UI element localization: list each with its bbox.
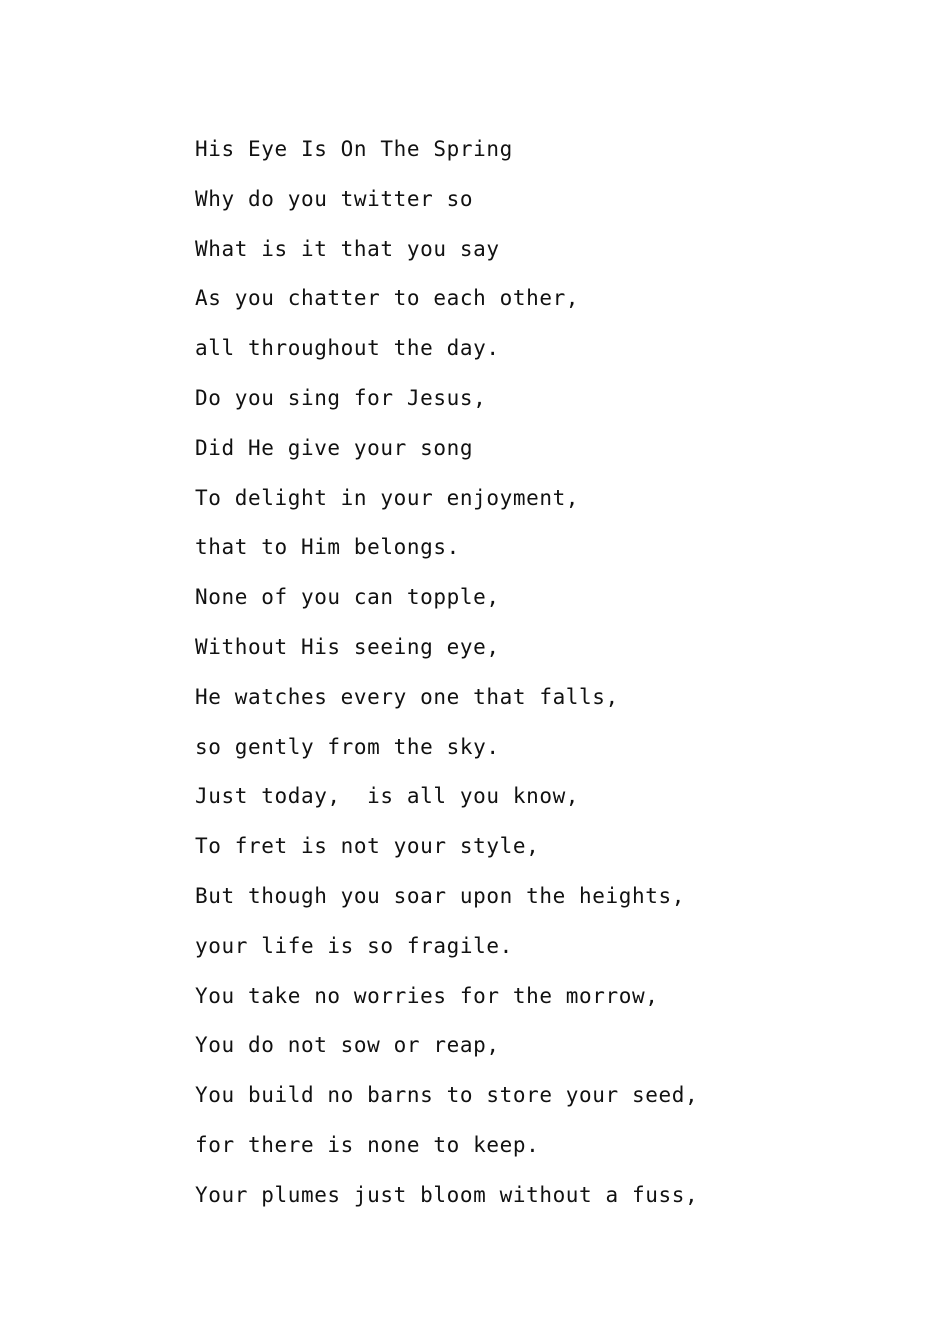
poem-line: You do not sow or reap,: [195, 1033, 500, 1058]
poem-line: None of you can topple,: [195, 585, 500, 610]
poem-line: To delight in your enjoyment,: [195, 485, 580, 510]
poem-line: But though you soar upon the heights,: [195, 883, 685, 908]
poem-line: What is it that you say: [195, 236, 500, 261]
poem-title: His Eye Is On The Spring: [195, 137, 513, 161]
poem-text: [195, 128, 895, 1224]
poem-line: Just today, is all you know,: [195, 784, 580, 809]
poem-line: so gently from the sky.: [195, 734, 500, 759]
poem-line: You build no barns to store your seed,: [195, 1083, 699, 1108]
poem-line: To fret is not your style,: [195, 834, 540, 859]
poem-line: He watches every one that falls,: [195, 684, 619, 709]
poem-line: You take no worries for the morrow,: [195, 983, 659, 1008]
poem-line: all throughout the day.: [195, 336, 500, 361]
poem-line: As you chatter to each other,: [195, 286, 580, 311]
poem-line: for there is none to keep.: [195, 1132, 540, 1157]
poem-line: Your plumes just bloom without a fuss,: [195, 1182, 699, 1207]
poem-line: your life is so fragile.: [195, 933, 513, 958]
poem-line: Did He give your song: [195, 435, 474, 460]
poem-line: that to Him belongs.: [195, 535, 460, 560]
poem-line: Do you sing for Jesus,: [195, 385, 487, 410]
poem-line: Why do you twitter so: [195, 186, 474, 211]
poem-line: Without His seeing eye,: [195, 634, 500, 659]
